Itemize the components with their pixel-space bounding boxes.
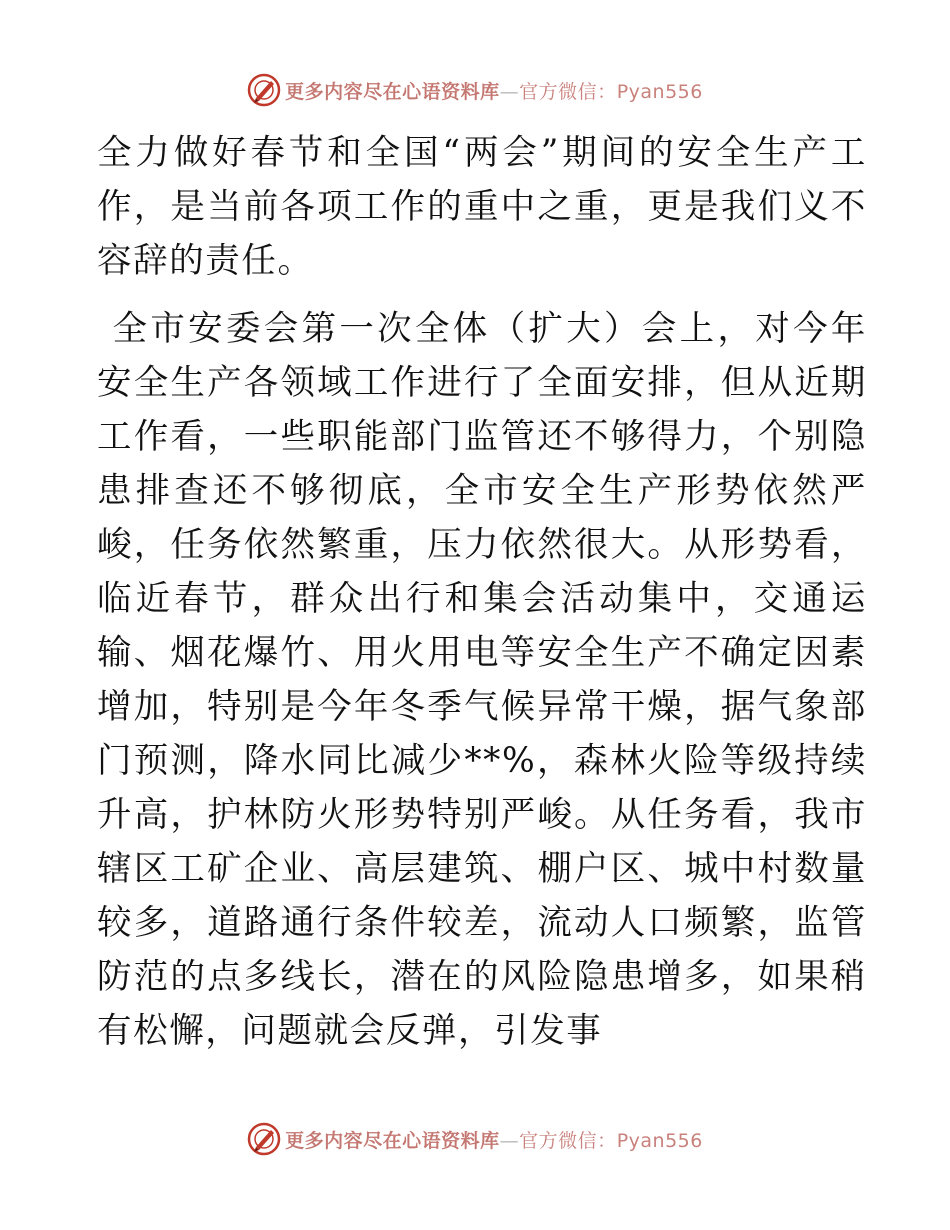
document-body bbox=[97, 126, 867, 1058]
paragraph-1: 全力做好春节和全国“两会”期间的安全生产工作，是当前各项工作的重中之重，更是我们义不容辞的责任。 bbox=[97, 133, 867, 281]
paragraph-2: 全市安委会第一次全体（扩大）会上，对今年安全生产各领域工作进行了全面安排，但从近期工作看，一些职能部门监管还不够得力，个别隐患排查还不够彻底，全市安全生产形势依然严峻，任务依然繁重，压力依然很大。从形势看，临近春节，群众出行和集会活动集中，交通运输、烟花爆竹、用火用电等安全生产不确定因素增加，特别是今年冬季气候异常干燥，据气象部门预测，降水同比减少**%，森林火险等级持续升高，护林防火形势特别严峻。从任务看，我市辖区工矿企业、高层建筑、棚户区、城中村数量较多，道路通行条件较差，流动人口频繁，监管防范的点多线长，潜在的风险隐患增多，如果稍有松懈，问题就会反弹，引发事 bbox=[97, 309, 867, 1051]
header-wechat-label: 官方微信： bbox=[519, 80, 617, 103]
logo-icon bbox=[247, 73, 281, 107]
header-wechat-id: Pyan556 bbox=[616, 80, 703, 103]
footer-wechat-label: 官方微信： bbox=[519, 1129, 617, 1152]
footer-wechat-id: Pyan556 bbox=[616, 1129, 703, 1152]
header-banner bbox=[0, 70, 950, 110]
footer-site-name: 更多内容尽在心语资料库 bbox=[285, 1129, 500, 1152]
logo-icon bbox=[247, 1122, 281, 1156]
footer-banner-text bbox=[285, 1126, 703, 1153]
header-banner-text bbox=[285, 77, 703, 104]
footer-banner bbox=[0, 1119, 950, 1159]
header-site-name: 更多内容尽在心语资料库 bbox=[285, 80, 500, 103]
footer-separator: — bbox=[499, 1129, 520, 1152]
header-separator: — bbox=[499, 80, 520, 103]
